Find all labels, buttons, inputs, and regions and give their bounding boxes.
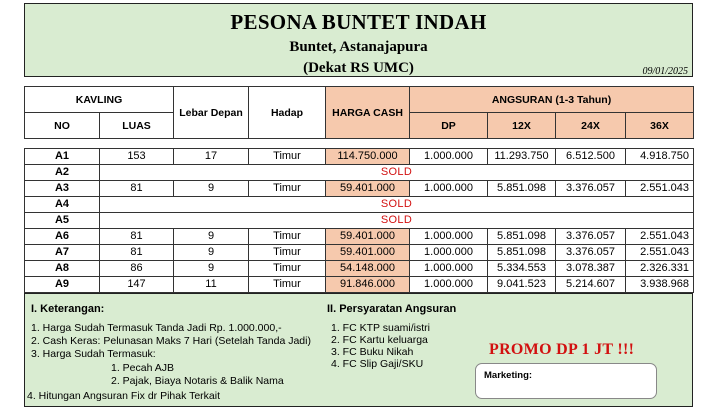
cell-no: A3 — [25, 181, 100, 197]
table-row — [25, 277, 694, 293]
header-24x: 24X — [556, 113, 626, 139]
cell-harga: 59.401.000 — [326, 229, 410, 245]
cell-no: A9 — [25, 277, 100, 293]
cell-hadap: Timur — [249, 277, 326, 293]
cell-no: A4 — [25, 197, 100, 213]
cell-luas: 86 — [100, 261, 174, 277]
cell-24x: 6.512.500 — [556, 149, 626, 165]
cell-24x: 3.376.057 — [556, 181, 626, 197]
keterangan-title: I. Keterangan: — [31, 303, 105, 315]
cell-no: A1 — [25, 149, 100, 165]
header-angsuran: ANGSURAN (1-3 Tahun) — [410, 87, 694, 113]
cell-harga: 114.750.000 — [326, 149, 410, 165]
cell-12x: 9.041.523 — [488, 277, 556, 293]
price-table-body — [24, 148, 694, 293]
header-lebar-depan: Lebar Depan — [174, 87, 249, 139]
cell-lebar: 17 — [174, 149, 249, 165]
cell-36x: 2.551.043 — [626, 229, 694, 245]
cell-24x: 5.214.607 — [556, 277, 626, 293]
cell-12x: 11.293.750 — [488, 149, 556, 165]
keterangan-item-3: 3. Harga Sudah Termasuk: — [31, 348, 156, 360]
keterangan-item-3b: 2. Pajak, Biaya Notaris & Balik Nama — [111, 375, 284, 387]
cell-36x: 3.938.968 — [626, 277, 694, 293]
cell-dp: 1.000.000 — [410, 261, 488, 277]
cell-24x: 3.078.387 — [556, 261, 626, 277]
marketing-box — [475, 363, 657, 399]
table-row — [25, 245, 694, 261]
cell-12x: 5.851.098 — [488, 229, 556, 245]
cell-no: A5 — [25, 213, 100, 229]
cell-dp: 1.000.000 — [410, 229, 488, 245]
cell-36x: 2.326.331 — [626, 261, 694, 277]
cell-harga: 59.401.000 — [326, 181, 410, 197]
header-harga-cash: HARGA CASH — [326, 87, 410, 139]
table-row — [25, 261, 694, 277]
cell-hadap: Timur — [249, 261, 326, 277]
table-row — [25, 181, 694, 197]
cell-36x: 4.918.750 — [626, 149, 694, 165]
cell-hadap: Timur — [249, 229, 326, 245]
table-row — [25, 197, 694, 213]
cell-hadap: Timur — [249, 149, 326, 165]
cell-hadap: Timur — [249, 245, 326, 261]
cell-36x: 2.551.043 — [626, 245, 694, 261]
cell-harga: 59.401.000 — [326, 245, 410, 261]
cell-dp: 1.000.000 — [410, 277, 488, 293]
sold-label: SOLD — [100, 165, 694, 181]
header-box — [24, 3, 693, 77]
date-text: 09/01/2025 — [642, 66, 688, 77]
cell-harga: 91.846.000 — [326, 277, 410, 293]
table-row — [25, 229, 694, 245]
keterangan-item-1: 1. Harga Sudah Termasuk Tanda Jadi Rp. 1.000.000,- — [31, 322, 282, 334]
cell-36x: 2.551.043 — [626, 181, 694, 197]
keterangan-item-4: 4. Hitungan Angsuran Fix dr Pihak Terkait — [27, 390, 220, 402]
cell-lebar: 11 — [174, 277, 249, 293]
persyaratan-title: II. Persyaratan Angsuran — [327, 303, 457, 315]
header-dp: DP — [410, 113, 488, 139]
keterangan-item-3a: 1. Pecah AJB — [111, 362, 175, 374]
persyaratan-item-1: 1. FC KTP suami/istri — [331, 322, 430, 334]
persyaratan-item-2: 2. FC Kartu keluarga — [331, 334, 428, 346]
header-kavling: KAVLING — [25, 87, 174, 113]
price-table-header — [24, 86, 694, 139]
table-row — [25, 149, 694, 165]
header-36x: 36X — [626, 113, 694, 139]
cell-luas: 81 — [100, 245, 174, 261]
header-no: NO — [25, 113, 100, 139]
cell-luas: 153 — [100, 149, 174, 165]
table-row — [25, 165, 694, 181]
cell-12x: 5.851.098 — [488, 245, 556, 261]
header-hadap: Hadap — [249, 87, 326, 139]
page-title: PESONA BUNTET INDAH — [230, 10, 487, 34]
cell-no: A8 — [25, 261, 100, 277]
table-row — [25, 213, 694, 229]
cell-24x: 3.376.057 — [556, 229, 626, 245]
cell-12x: 5.851.098 — [488, 181, 556, 197]
sold-label: SOLD — [100, 197, 694, 213]
cell-lebar: 9 — [174, 245, 249, 261]
sold-label: SOLD — [100, 213, 694, 229]
cell-no: A2 — [25, 165, 100, 181]
persyaratan-item-3: 3. FC Buku Nikah — [331, 346, 414, 358]
notes-box — [24, 293, 693, 407]
cell-luas: 81 — [100, 181, 174, 197]
cell-12x: 5.334.553 — [488, 261, 556, 277]
cell-no: A7 — [25, 245, 100, 261]
cell-lebar: 9 — [174, 181, 249, 197]
header-luas: LUAS — [100, 113, 174, 139]
landmark-text: (Dekat RS UMC) — [303, 60, 414, 76]
promo-text: PROMO DP 1 JT !!! — [489, 341, 635, 358]
cell-no: A6 — [25, 229, 100, 245]
cell-lebar: 9 — [174, 261, 249, 277]
cell-luas: 147 — [100, 277, 174, 293]
marketing-label: Marketing: — [484, 370, 533, 381]
cell-hadap: Timur — [249, 181, 326, 197]
cell-dp: 1.000.000 — [410, 181, 488, 197]
cell-dp: 1.000.000 — [410, 245, 488, 261]
keterangan-item-2: 2. Cash Keras: Pelunasan Maks 7 Hari (Setelah Tanda Jadi) — [31, 335, 311, 347]
persyaratan-item-4: 4. FC Slip Gaji/SKU — [331, 358, 424, 370]
cell-luas: 81 — [100, 229, 174, 245]
cell-24x: 3.376.057 — [556, 245, 626, 261]
cell-harga: 54.148.000 — [326, 261, 410, 277]
header-12x: 12X — [488, 113, 556, 139]
location-text: Buntet, Astanajapura — [289, 39, 428, 55]
cell-lebar: 9 — [174, 229, 249, 245]
cell-dp: 1.000.000 — [410, 149, 488, 165]
